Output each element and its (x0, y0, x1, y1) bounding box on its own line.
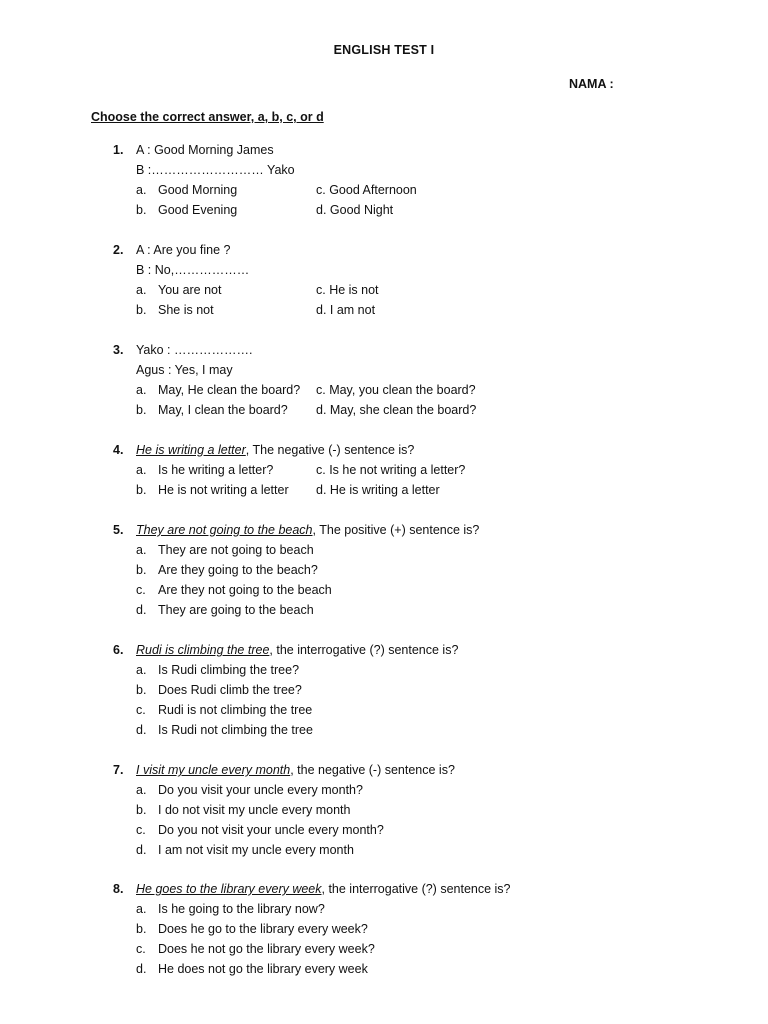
question-prompt (136, 640, 458, 660)
prompt-rest: , The negative (-) sentence is? (245, 443, 415, 457)
prompt-rest: , The positive (+) sentence is? (312, 523, 480, 537)
question-prompt (136, 520, 479, 540)
option-c-text: c. He is not (316, 283, 379, 297)
name-field-label: NAMA : (569, 77, 614, 91)
option-a-label: a. (136, 463, 147, 477)
option-b-text: Are they going to the beach? (158, 563, 318, 577)
option-b-label: b. (136, 203, 147, 217)
instruction-text: Choose the correct answer, a, b, c, or d (91, 110, 324, 124)
option-a-text: They are not going to beach (158, 543, 314, 557)
option-a-text: Do you visit your uncle every month? (158, 783, 363, 797)
option-b-label: b. (136, 403, 147, 417)
option-a-label: a. (136, 783, 147, 797)
option-c-label: c. (136, 942, 146, 956)
question-line: A : Good Morning James (136, 143, 274, 157)
page-title: ENGLISH TEST I (333, 43, 435, 57)
prompt-rest: , the interrogative (?) sentence is? (269, 643, 459, 657)
option-b-text: He is not writing a letter (158, 483, 289, 497)
question-number: 3. (113, 343, 124, 357)
option-d-text: I am not visit my uncle every month (158, 843, 354, 857)
given-sentence: They are not going to the beach (136, 523, 313, 537)
option-b-text: May, I clean the board? (158, 403, 288, 417)
option-d-label: d. (136, 603, 147, 617)
option-c-text: Rudi is not climbing the tree (158, 703, 313, 717)
option-b-label: b. (136, 563, 147, 577)
option-a-label: a. (136, 283, 147, 297)
given-sentence: Rudi is climbing the tree (136, 643, 270, 657)
option-a-label: a. (136, 383, 147, 397)
option-c-text: c. Is he not writing a letter? (316, 463, 466, 477)
question-line: Agus : Yes, I may (136, 363, 233, 377)
option-a-label: a. (136, 543, 147, 557)
option-c-text: Are they not going to the beach (158, 583, 332, 597)
given-sentence: He is writing a letter (136, 443, 246, 457)
option-c-label: c. (136, 823, 146, 837)
question-prompt (136, 879, 511, 899)
question-number: 1. (113, 143, 124, 157)
option-b-text: I do not visit my uncle every month (158, 803, 351, 817)
option-b-text: Does he go to the library every week? (158, 922, 368, 936)
option-d-text: d. Good Night (316, 203, 394, 217)
question-line: Yako : ………………. (136, 343, 253, 357)
question-line: B : No,……………… (136, 263, 250, 277)
given-sentence: He goes to the library every week (136, 882, 322, 896)
option-b-label: b. (136, 803, 147, 817)
question-number: 4. (113, 443, 124, 457)
option-d-text: They are going to the beach (158, 603, 314, 617)
question-number: 2. (113, 243, 124, 257)
question-number: 7. (113, 763, 124, 777)
option-b-text: She is not (158, 303, 214, 317)
question-prompt (136, 760, 455, 780)
option-b-label: b. (136, 683, 147, 697)
option-d-text: d. I am not (316, 303, 376, 317)
option-b-label: b. (136, 922, 147, 936)
option-d-label: d. (136, 843, 147, 857)
option-c-text: c. May, you clean the board? (316, 383, 476, 397)
option-a-text: Is he writing a letter? (158, 463, 274, 477)
option-c-text: Do you not visit your uncle every month? (158, 823, 384, 837)
option-d-text: d. He is writing a letter (316, 483, 440, 497)
option-a-text: Is he going to the library now? (158, 902, 325, 916)
question-number: 8. (113, 882, 124, 896)
option-a-label: a. (136, 663, 147, 677)
option-c-label: c. (136, 703, 146, 717)
question-prompt (136, 440, 414, 460)
option-c-text: Does he not go the library every week? (158, 942, 375, 956)
option-d-label: d. (136, 723, 147, 737)
option-b-label: b. (136, 483, 147, 497)
option-b-text: Does Rudi climb the tree? (158, 683, 302, 697)
option-a-text: May, He clean the board? (158, 383, 301, 397)
option-d-text: Is Rudi not climbing the tree (158, 723, 313, 737)
question-number: 5. (113, 523, 124, 537)
question-line: A : Are you fine ? (136, 243, 231, 257)
prompt-rest: , the negative (-) sentence is? (290, 763, 455, 777)
option-a-label: a. (136, 183, 147, 197)
option-a-text: Is Rudi climbing the tree? (158, 663, 300, 677)
given-sentence: I visit my uncle every month (136, 763, 291, 777)
option-d-label: d. (136, 962, 147, 976)
prompt-rest: , the interrogative (?) sentence is? (321, 882, 511, 896)
option-d-text: d. May, she clean the board? (316, 403, 477, 417)
option-d-text: He does not go the library every week (158, 962, 368, 976)
option-a-text: You are not (158, 283, 222, 297)
option-c-label: c. (136, 583, 146, 597)
question-line: B :……………………… Yako (136, 163, 295, 177)
option-c-text: c. Good Afternoon (316, 183, 417, 197)
option-a-label: a. (136, 902, 147, 916)
option-b-label: b. (136, 303, 147, 317)
option-b-text: Good Evening (158, 203, 238, 217)
question-number: 6. (113, 643, 124, 657)
option-a-text: Good Morning (158, 183, 238, 197)
